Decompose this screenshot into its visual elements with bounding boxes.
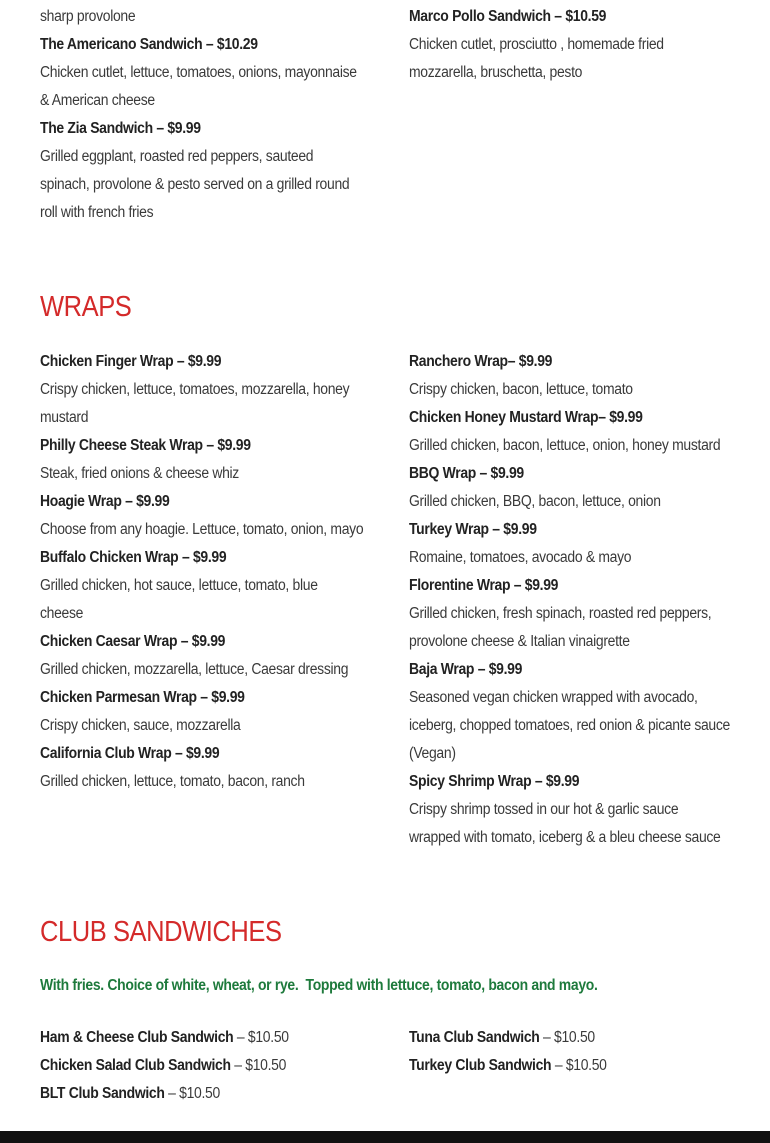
item-description-line: Grilled chicken, lettuce, tomato, bacon, ranch	[40, 773, 305, 790]
item-description-line: Chicken cutlet, prosciutto , homemade fried	[409, 36, 664, 53]
item-description-line: Chicken cutlet, lettuce, tomatoes, onions, mayonnaise	[40, 64, 357, 81]
item-description-line: Crispy chicken, bacon, lettuce, tomato	[409, 381, 633, 398]
club-item-price: – $10.50	[230, 1057, 287, 1074]
club-item-name: Chicken Salad Club Sandwich	[40, 1057, 231, 1074]
item-description-line: sharp provolone	[40, 8, 136, 25]
club-item	[409, 1024, 595, 1052]
item-description-line: Crispy chicken, sauce, mozzarella	[40, 717, 241, 734]
club-item	[40, 1024, 289, 1052]
item-description-line: Grilled chicken, fresh spinach, roasted red peppers,	[409, 605, 712, 622]
menu-item-name: Philly Cheese Steak Wrap – $9.99	[40, 437, 251, 454]
menu-item-name: Spicy Shrimp Wrap – $9.99	[409, 773, 580, 790]
item-description-line: Seasoned vegan chicken wrapped with avocado,	[409, 689, 698, 706]
item-description-line: & American cheese	[40, 92, 155, 109]
item-description-line: (Vegan)	[409, 745, 456, 762]
item-description-line: Romaine, tomatoes, avocado & mayo	[409, 549, 632, 566]
menu-item-name: Ranchero Wrap– $9.99	[409, 353, 553, 370]
club-item-price: – $10.50	[233, 1029, 289, 1046]
menu-item-name: California Club Wrap – $9.99	[40, 745, 220, 762]
footer-bar	[0, 1131, 770, 1143]
club-item-name: Ham & Cheese Club Sandwich	[40, 1029, 234, 1046]
menu-item-name: Baja Wrap – $9.99	[409, 661, 523, 678]
menu-item-name: Buffalo Chicken Wrap – $9.99	[40, 549, 227, 566]
menu-item-name: The Zia Sandwich – $9.99	[40, 120, 201, 137]
menu-item-name: Chicken Parmesan Wrap – $9.99	[40, 689, 245, 706]
club-sandwiches-heading: CLUB SANDWICHES	[40, 916, 282, 948]
item-description-line: spinach, provolone & pesto served on a grilled round	[40, 176, 350, 193]
item-description-line: mozzarella, bruschetta, pesto	[409, 64, 583, 81]
item-description-line: Grilled eggplant, roasted red peppers, sauteed	[40, 148, 314, 165]
item-description-line: provolone cheese & Italian vinaigrette	[409, 633, 630, 650]
club-item	[40, 1080, 220, 1108]
menu-item-name: Marco Pollo Sandwich – $10.59	[409, 8, 607, 25]
item-description-line: Grilled chicken, bacon, lettuce, onion, honey mustard	[409, 437, 721, 454]
item-description-line: Choose from any hoagie. Lettuce, tomato, onion, mayo	[40, 521, 364, 538]
wraps-heading: WRAPS	[40, 291, 132, 323]
menu-item-name: Chicken Finger Wrap – $9.99	[40, 353, 222, 370]
menu-item-name: Chicken Honey Mustard Wrap– $9.99	[409, 409, 643, 426]
menu-item-name: Florentine Wrap – $9.99	[409, 577, 559, 594]
item-description-line: Grilled chicken, mozzarella, lettuce, Caesar dressing	[40, 661, 349, 678]
menu-item-name: Turkey Wrap – $9.99	[409, 521, 537, 538]
item-description-line: roll with french fries	[40, 204, 154, 221]
club-item-price: – $10.50	[551, 1057, 607, 1074]
item-description-line: Grilled chicken, BBQ, bacon, lettuce, onion	[409, 493, 661, 510]
item-description-line: mustard	[40, 409, 89, 426]
club-item-price: – $10.50	[164, 1085, 220, 1102]
item-description-line: Steak, fried onions & cheese whiz	[40, 465, 239, 482]
item-description-line: Grilled chicken, hot sauce, lettuce, tomato, blue	[40, 577, 318, 594]
club-item	[40, 1052, 286, 1080]
club-item-name: Tuna Club Sandwich	[409, 1029, 540, 1046]
item-description-line: wrapped with tomato, iceberg & a bleu cheese sauce	[409, 829, 721, 846]
item-description-line: Crispy chicken, lettuce, tomatoes, mozzarella, honey	[40, 381, 350, 398]
club-sandwiches-note: With fries. Choice of white, wheat, or rye. Topped with lettuce, tomato, bacon and mayo.	[40, 977, 598, 994]
item-description-line: Crispy shrimp tossed in our hot & garlic sauce	[409, 801, 679, 818]
item-description-line: cheese	[40, 605, 84, 622]
menu-item-name: BBQ Wrap – $9.99	[409, 465, 524, 482]
menu-item-name: Hoagie Wrap – $9.99	[40, 493, 170, 510]
club-item-price: – $10.50	[539, 1029, 595, 1046]
menu-item-name: Chicken Caesar Wrap – $9.99	[40, 633, 226, 650]
club-item	[409, 1052, 607, 1080]
menu-item-name: The Americano Sandwich – $10.29	[40, 36, 258, 53]
club-item-name: Turkey Club Sandwich	[409, 1057, 552, 1074]
item-description-line: iceberg, chopped tomatoes, red onion & picante sauce	[409, 717, 730, 734]
club-item-name: BLT Club Sandwich	[40, 1085, 165, 1102]
